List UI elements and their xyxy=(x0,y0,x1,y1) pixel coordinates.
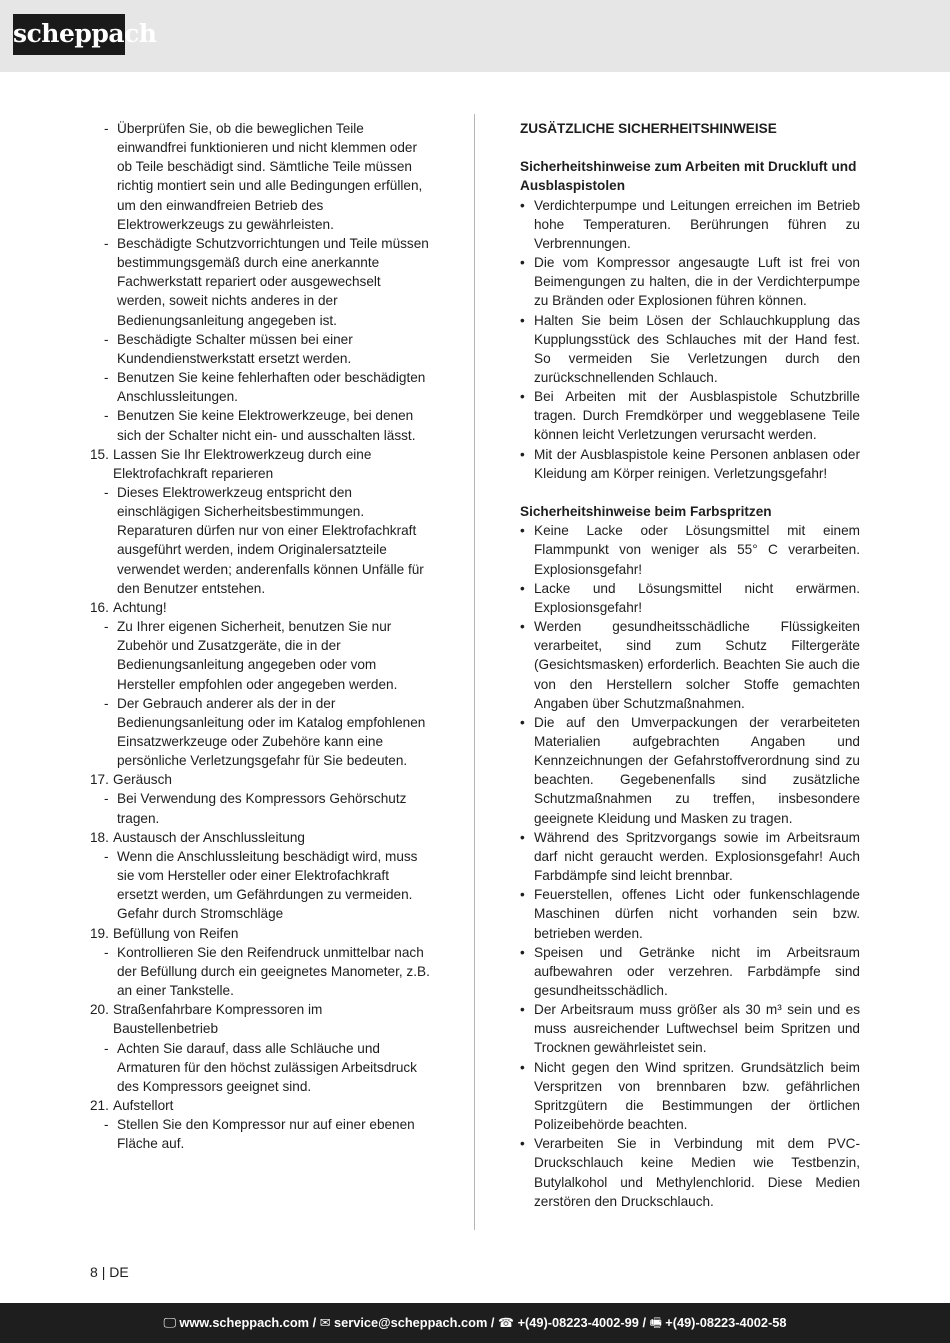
list-marker: • xyxy=(520,312,525,328)
list-marker: • xyxy=(520,619,525,635)
dash-list-item xyxy=(90,234,430,330)
list-text: Beschädigte Schutzvorrichtungen und Teile müssen bestimmungsgemäß durch eine anerkannte Fachwerkstatt repariert oder ausgewechselt werden, soweit nichts anderes in der Bedienungsanleitung angegeben ist. xyxy=(117,235,429,328)
list-text: Geräusch xyxy=(113,772,172,788)
list-text: Der Arbeitsraum muss größer als 30 m³ sein und es muss ausreichender Luftwechsel beim Spritzen und Trocknen gewährleistet sein. xyxy=(534,1002,860,1056)
footer-separator: / xyxy=(490,1315,495,1330)
language-code: DE xyxy=(109,1264,129,1280)
fax-icon: 🖷 xyxy=(649,1315,662,1330)
page-number-footer xyxy=(90,1264,129,1280)
spacer xyxy=(520,483,860,502)
list-marker: - xyxy=(104,484,109,500)
list-text: Die auf den Umverpackungen der verarbeiteten Materialien aufgebrachten Angaben und Kennzeichnungen der Gefahrstoffverordnung sind zu beachten. Gegebenenfalls sind zusätzliche Schutzmaßnahmen zu treffen, insbesondere geeignete Kleidung und Masken zu tragen. xyxy=(534,714,860,826)
dash-list-item xyxy=(90,368,430,406)
list-marker: • xyxy=(520,1059,525,1075)
bullet-list-item xyxy=(520,311,860,388)
page-number: 8 xyxy=(90,1264,98,1280)
computer-icon: 🖵 xyxy=(163,1315,176,1330)
numbered-item xyxy=(90,770,430,789)
bullet-list-item xyxy=(520,387,860,444)
right-column xyxy=(520,119,860,1211)
list-text: Beschädigte Schalter müssen bei einer Kundendienstwerkstatt ersetzt werden. xyxy=(117,331,353,366)
numbered-item xyxy=(90,828,430,847)
list-marker: • xyxy=(520,887,525,903)
list-text: Zu Ihrer eigenen Sicherheit, benutzen Sie nur Zubehör und Zusatzgeräte, die in der Bedienungsanleitung angegeben oder vom Hersteller empfohlen oder angegeben werden. xyxy=(117,619,398,692)
dash-list-item xyxy=(90,617,430,694)
dash-list-item xyxy=(90,789,430,827)
list-marker: 15. xyxy=(90,446,109,462)
list-marker: • xyxy=(520,1002,525,1018)
email-icon: ✉ xyxy=(319,1315,331,1330)
list-marker: - xyxy=(104,331,109,347)
bullet-list-item xyxy=(520,196,860,253)
numbered-item xyxy=(90,598,430,617)
list-marker: • xyxy=(520,1136,525,1152)
page-header xyxy=(0,0,950,72)
list-text: Halten Sie beim Lösen der Schlauchkupplung das Kupplungsstück des Schlauches mit der Hand fest. So vermeiden Sie Verletzungen durch den zurückschnellenden Schlauch. xyxy=(534,312,860,386)
bullet-list-item xyxy=(520,1058,860,1135)
list-marker: • xyxy=(520,580,525,596)
list-text: Lassen Sie Ihr Elektrowerkzeug durch eine Elektrofachkraft reparieren xyxy=(113,446,372,481)
list-text: Überprüfen Sie, ob die beweglichen Teile einwandfrei funktionieren und nicht klemmen oder ob Teile beschädigt sind. Sämtliche Teile müssen richtig montiert sein und alle Bedingungen erfüllen, um den einwandfreien Betrieb des Elektrowerkzeugs zu gewährleisten. xyxy=(117,121,423,232)
list-text: Befüllung von Reifen xyxy=(113,925,239,941)
dash-list-item xyxy=(90,406,430,444)
list-text: Wenn die Anschlussleitung beschädigt wird, muss sie vom Hersteller oder einer Elektrofachkraft ersetzt werden, um Gefährdungen zu vermeiden. Gefahr durch Stromschläge xyxy=(117,848,418,922)
dash-list-item xyxy=(90,483,430,598)
list-text: Achtung! xyxy=(113,599,167,615)
list-text: Verarbeiten Sie in Verbindung mit dem PVC-Druckschlauch keine Medien wie Testbenzin, Butylalkohol und Methylenchlorid. Diese Medien zerstören den Druckschlauch. xyxy=(534,1136,860,1209)
list-marker: - xyxy=(104,121,109,136)
column-divider xyxy=(474,114,475,1230)
list-marker: - xyxy=(104,370,109,386)
list-text: Benutzen Sie keine Elektrowerkzeuge, bei denen sich der Schalter nicht ein- und ausschalten lässt. xyxy=(117,408,416,443)
list-text: Werden gesundheitsschädliche Flüssigkeiten verarbeitet, sind zum Schutz Filtergeräte (Gesichtsmasken) erforderlich. Beachten Sie auch die von den Herstellern solcher Stoffe gemachten Angaben über Schutzmaßnahmen. xyxy=(534,619,860,711)
list-marker: • xyxy=(520,714,525,730)
list-text: Aufstellort xyxy=(113,1097,174,1113)
bullet-list-item xyxy=(520,253,860,310)
page-separator: | xyxy=(101,1264,106,1280)
list-text: Feuerstellen, offenes Licht oder funkenschlagende Maschinen dürfen nicht vorhanden sein bzw. betrieben werden. xyxy=(534,887,860,941)
dash-list-item xyxy=(90,119,430,234)
list-text: Mit der Ausblaspistole keine Personen anblasen oder Kleidung am Körper reinigen. Verletzungsgefahr! xyxy=(534,446,860,481)
list-marker: • xyxy=(520,389,525,405)
list-text: Austausch der Anschlussleitung xyxy=(113,829,305,845)
bullet-list-item xyxy=(520,579,860,617)
dash-list-item xyxy=(90,1115,430,1153)
list-marker: • xyxy=(520,523,525,539)
list-marker: • xyxy=(520,446,525,462)
spacer xyxy=(520,138,860,157)
footer-email[interactable]: service@scheppach.com xyxy=(334,1315,488,1330)
section-heading: ZUSÄTZLICHE SICHERHEITSHINWEISE xyxy=(520,121,777,136)
contact-footer xyxy=(0,1303,950,1343)
list-marker: - xyxy=(104,408,109,424)
footer-separator: / xyxy=(642,1315,646,1330)
left-column xyxy=(90,119,430,1153)
numbered-item xyxy=(90,445,430,483)
list-text: Kontrollieren Sie den Reifendruck unmittelbar nach der Befüllung durch ein geeignetes Manometer, z.B. an einer Tankstelle. xyxy=(117,944,430,999)
list-text: Straßenfahrbare Kompressoren im Baustellenbetrieb xyxy=(113,1002,323,1037)
bullet-list-item xyxy=(520,1000,860,1057)
list-marker: - xyxy=(104,1117,109,1133)
numbered-item xyxy=(90,924,430,943)
list-text: Achten Sie darauf, dass alle Schläuche und Armaturen für den höchst zulässigen Arbeitsdruck des Kompressors geeignet sind. xyxy=(117,1040,417,1094)
list-text: Benutzen Sie keine fehlerhaften oder beschädigten Anschlussleitungen. xyxy=(117,370,426,405)
list-marker: - xyxy=(104,944,109,960)
list-marker: - xyxy=(104,791,109,807)
list-marker: 17. xyxy=(90,772,109,788)
numbered-item xyxy=(90,1096,430,1115)
dash-list-item xyxy=(90,943,430,1000)
bullet-list-item xyxy=(520,885,860,942)
list-text: Während des Spritzvorgangs sowie im Arbeitsraum darf nicht geraucht werden. Explosionsgefahr! Auch Farbdämpfe sind leicht brennbar. xyxy=(534,829,860,884)
bullet-list-item xyxy=(520,1134,860,1211)
dash-list-item xyxy=(90,847,430,924)
list-text: Speisen und Getränke nicht im Arbeitsraum aufbewahren oder verzehren. Farbdämpfe sind gesundheitsschädlich. xyxy=(534,944,860,998)
dash-list-item xyxy=(90,1039,430,1096)
dash-list-item xyxy=(90,694,430,771)
bullet-list-item xyxy=(520,828,860,885)
footer-phone: +(49)-08223-4002-99 xyxy=(517,1315,639,1330)
footer-website[interactable]: www.scheppach.com xyxy=(179,1315,310,1330)
footer-separator: / xyxy=(312,1315,317,1330)
bullet-list-item xyxy=(520,617,860,713)
list-text: Dieses Elektrowerkzeug entspricht den einschlägigen Sicherheitsbestimmungen. Reparaturen dürfen nur von einer Elektrofachkraft ausgeführt werden, indem Originalersatzteile verwendet werden; anderenfalls können Unfälle für den Benutzer entstehen. xyxy=(117,484,424,596)
list-marker: • xyxy=(520,829,525,845)
list-text: Bei Arbeiten mit der Ausblaspistole Schutzbrille tragen. Durch Fremdkörper und weggeblasene Teile können leicht Verletzungen verursacht werden. xyxy=(534,389,860,443)
list-marker: 21. xyxy=(90,1097,109,1113)
list-text: Verdichterpumpe und Leitungen erreichen im Betrieb hohe Temperaturen. Berührungen führen zu Verbrennungen. xyxy=(534,197,860,251)
bullet-list-item xyxy=(520,445,860,483)
list-marker: 16. xyxy=(90,599,109,615)
list-text: Keine Lacke oder Lösungsmittel mit einem Flammpunkt von weniger als 55° C verarbeiten. Explosionsgefahr! xyxy=(534,523,860,577)
list-marker: 20. xyxy=(90,1002,109,1018)
list-text: Bei Verwendung des Kompressors Gehörschutz tragen. xyxy=(117,791,407,826)
list-marker: - xyxy=(104,1040,109,1056)
list-marker: • xyxy=(520,944,525,960)
section-heading: Sicherheitshinweise zum Arbeiten mit Druckluft und Ausblaspistolen xyxy=(520,159,857,194)
list-marker: - xyxy=(104,235,109,251)
numbered-item xyxy=(90,1000,430,1038)
list-marker: • xyxy=(520,197,525,213)
list-text: Die vom Kompressor angesaugte Luft ist frei von Beimengungen zu halten, die in der Verdichterpumpe zu Bränden oder Explosionen führen können. xyxy=(534,255,860,309)
list-marker: 19. xyxy=(90,925,109,941)
list-marker: • xyxy=(520,255,525,271)
bullet-list-item xyxy=(520,521,860,578)
footer-fax: +(49)-08223-4002-58 xyxy=(665,1315,787,1330)
list-marker: - xyxy=(104,848,109,864)
list-text: Der Gebrauch anderer als der in der Bedienungsanleitung oder im Katalog empfohlenen Einsatzwerkzeuge oder Zubehöre kann eine persönliche Verletzungsgefahr für Sie bedeuten. xyxy=(117,695,426,769)
list-marker: - xyxy=(104,695,109,711)
list-text: Nicht gegen den Wind spritzen. Grundsätzlich beim Verspritzen von brennbaren bzw. gefährlichen Spritzgütern die Bestimmungen der örtlichen Polizeibehörde beachten. xyxy=(534,1059,860,1133)
list-marker: - xyxy=(104,619,109,635)
list-text: Lacke und Lösungsmittel nicht erwärmen. Explosionsgefahr! xyxy=(534,580,860,615)
list-marker: 18. xyxy=(90,829,109,845)
list-text: Stellen Sie den Kompressor nur auf einer ebenen Fläche auf. xyxy=(117,1117,415,1152)
phone-icon: ☎ xyxy=(498,1315,514,1330)
dash-list-item xyxy=(90,330,430,368)
bullet-list-item xyxy=(520,713,860,828)
scheppach-logo: scheppach xyxy=(13,14,125,55)
section-heading: Sicherheitshinweise beim Farbspritzen xyxy=(520,504,772,520)
bullet-list-item xyxy=(520,943,860,1000)
